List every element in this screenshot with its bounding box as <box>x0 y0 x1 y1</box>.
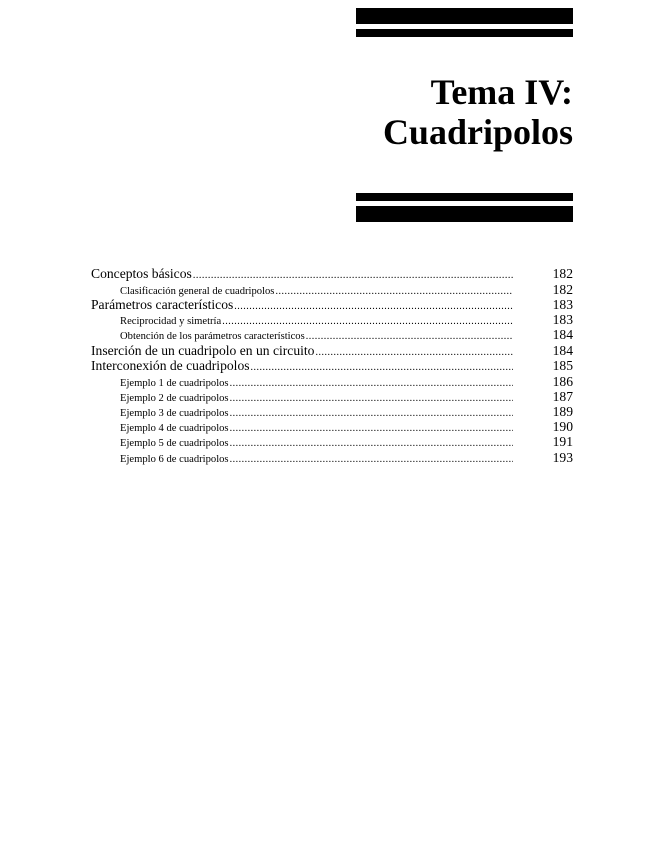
toc-entry-ejemplo-6[interactable] <box>91 450 573 465</box>
toc-entry-page: 187 <box>552 388 573 404</box>
toc-entry-label: Reciprocidad y simetría <box>120 316 222 328</box>
toc-entry-page: 193 <box>552 449 573 465</box>
toc-entry-label: Ejemplo 1 de cuadripolos <box>120 377 229 389</box>
chapter-title <box>383 72 573 152</box>
toc-entry-label: Ejemplo 3 de cuadripolos <box>120 407 229 419</box>
toc-entry-interconexion[interactable] <box>91 358 573 374</box>
toc-entry-label: Ejemplo 6 de cuadripolos <box>120 453 229 465</box>
toc-entry-label: Ejemplo 5 de cuadripolos <box>120 438 229 450</box>
toc-entry-page: 183 <box>552 312 573 328</box>
toc-entry-label: Ejemplo 4 de cuadripolos <box>120 423 229 435</box>
toc-entry-label: Obtención de los parámetros característicos <box>120 331 305 343</box>
toc-entry-reciprocidad-simetria[interactable] <box>91 312 573 327</box>
toc-entry-parametros-caracteristicos[interactable] <box>91 297 573 313</box>
toc-leader-dots <box>234 297 513 315</box>
table-of-contents <box>91 266 573 465</box>
toc-entry-insercion-cuadripolo[interactable] <box>91 343 573 359</box>
toc-entry-page: 185 <box>552 358 573 374</box>
toc-entry-page: 186 <box>552 373 573 389</box>
toc-entry-page: 184 <box>552 327 573 343</box>
chapter-title-line2: Cuadripolos <box>382 112 573 152</box>
toc-entry-ejemplo-1[interactable] <box>91 374 573 389</box>
toc-entry-page: 189 <box>552 403 573 419</box>
toc-entry-label: Ejemplo 2 de cuadripolos <box>120 392 229 404</box>
toc-entry-conceptos-basicos[interactable] <box>91 266 573 282</box>
header-rule-thick <box>356 8 573 24</box>
toc-leader-dots <box>230 406 513 421</box>
toc-entry-label: Inserción de un cuadripolo en un circuito <box>91 342 315 358</box>
toc-entry-page: 183 <box>552 296 573 312</box>
toc-entry-page: 184 <box>552 342 573 358</box>
toc-entry-obtencion-parametros[interactable] <box>91 327 573 342</box>
toc-entry-page: 191 <box>552 434 573 450</box>
toc-entry-ejemplo-4[interactable] <box>91 419 573 434</box>
toc-entry-label: Clasificación general de cuadripolos <box>120 285 275 297</box>
toc-leader-dots <box>222 314 513 329</box>
chapter-title-line1: Tema IV: <box>430 72 573 112</box>
toc-entry-page: 182 <box>552 281 573 297</box>
toc-entry-ejemplo-3[interactable] <box>91 404 573 419</box>
toc-entry-page: 190 <box>552 419 573 435</box>
toc-entry-ejemplo-2[interactable] <box>91 389 573 404</box>
toc-leader-dots <box>230 421 513 436</box>
toc-entry-label: Interconexión de cuadripolos <box>91 358 250 374</box>
toc-entry-page: 182 <box>552 266 573 281</box>
toc-leader-dots <box>230 391 513 406</box>
toc-entry-clasificacion-general[interactable] <box>91 282 573 297</box>
footer-rule-thick <box>356 206 573 222</box>
toc-leader-dots <box>251 358 513 376</box>
header-rule-thin <box>356 29 573 37</box>
toc-leader-dots <box>230 376 513 391</box>
toc-leader-dots <box>230 436 513 451</box>
footer-rule-thin <box>356 193 573 201</box>
toc-leader-dots <box>230 452 513 467</box>
toc-entry-ejemplo-5[interactable] <box>91 434 573 449</box>
toc-leader-dots <box>193 266 513 284</box>
toc-entry-label: Parámetros característicos <box>91 296 234 312</box>
toc-entry-label: Conceptos básicos <box>91 266 192 281</box>
